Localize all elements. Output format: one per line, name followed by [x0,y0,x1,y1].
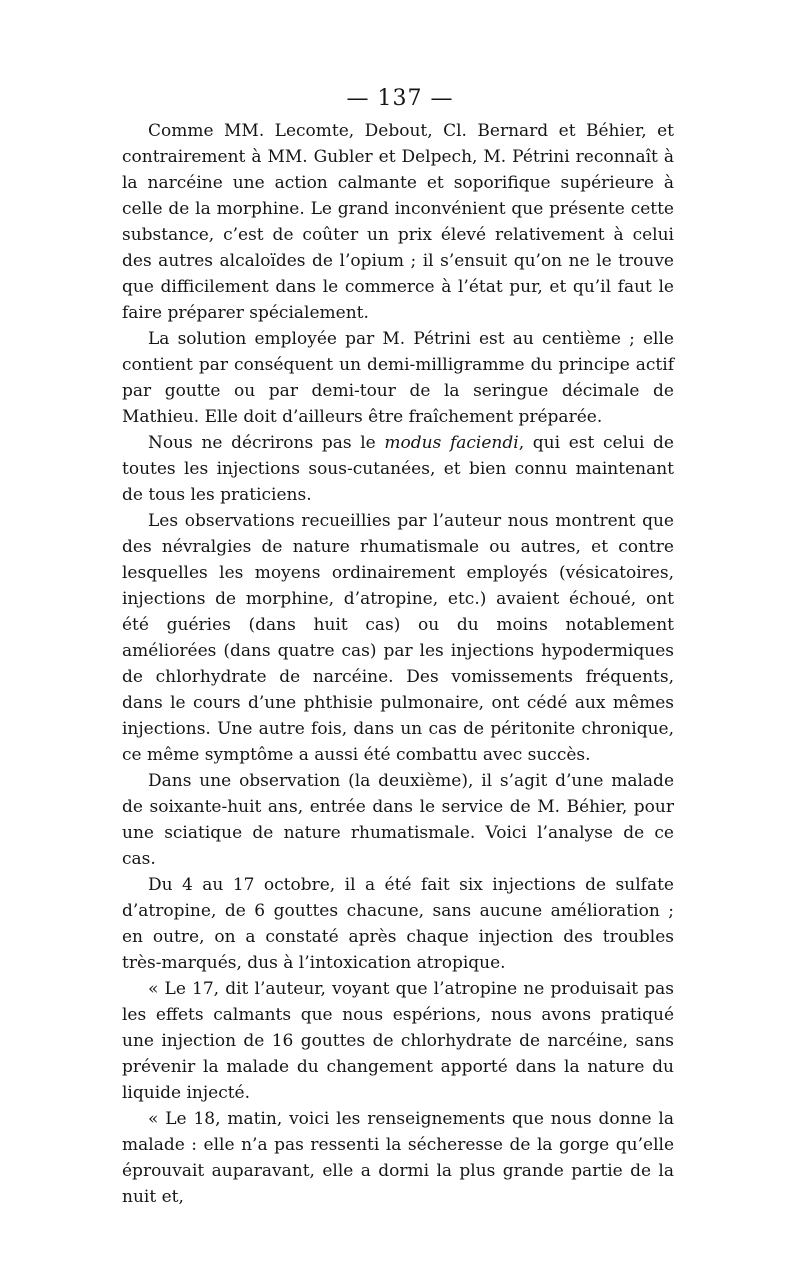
paragraph: Comme MM. Lecomte, Debout, Cl. Bernard et Béhier, et contrairement à MM. Gubler et Delpech, M. Pétrini reconnaît à la narcéine une action calmante et soporifique supérieure à celle de la morphine. Le grand inconvénient que présente cette substance, c’est de coûter un prix élevé relativement à celui des autres alcaloïdes de l’opium ; il s’ensuit qu’on ne le trouve que difficilement dans le commerce à l’état pur, et qu’il faut le faire préparer spécialement. [122,121,674,323]
paragraph: Les observations recueillies par l’auteur nous montrent que des névralgies de nature rhumatismale ou autres, et contre lesquelles les moyens ordinairement employés (vésicatoires, injections de morphine, d’atropine, etc.) avaient échoué, ont été guéries (dans huit cas) ou du moins notablement améliorées (dans quatre cas) par les injections hypodermiques de chlorhydrate de narcéine. Des vomissements fréquents, dans le cours d’une phthisie pulmonaire, ont cédé aux mêmes injections. Une autre fois, dans un cas de péritonite chronique, ce même symptôme a aussi été combattu avec succès. [122,511,674,765]
paragraph: « Le 18, matin, voici les renseignements que nous donne la malade : elle n’a pas ressenti la sécheresse de la gorge qu’elle éprouvait auparavant, elle a dormi la plus grande partie de la nuit et, [122,1109,674,1207]
paragraph-text-after: , qui est celui de toutes les injections sous-cutanées, et bien connu maintenant de tous les praticiens. [122,433,674,505]
page-number: — 137 — [346,86,454,111]
italic-phrase: modus faciendi [384,433,519,453]
paragraph: Du 4 au 17 octobre, il a été fait six injections de sulfate d’atropine, de 6 gouttes chacune, sans aucune amélioration ; en outre, on a constaté après chaque injection des troubles très-marqués, dus à l’intoxication atropique. [122,875,674,973]
body-text [122,118,674,1210]
paragraph-text-before: Nous ne décrirons pas le [148,433,385,453]
paragraph: Dans une observation (la deuxième), il s’agit d’une malade de soixante-huit ans, entrée dans le service de M. Béhier, pour une sciatique de nature rhumatismale. Voici l’analyse de ce cas. [122,771,674,869]
paragraph: « Le 17, dit l’auteur, voyant que l’atropine ne produisait pas les effets calmants que nous espérions, nous avons pratiqué une injection de 16 gouttes de chlorhydrate de narcéine, sans prévenir la malade du changement apporté dans la nature du liquide injecté. [122,979,674,1103]
paragraph: La solution employée par M. Pétrini est au centième ; elle contient par conséquent un demi-milligramme du principe actif par goutte ou par demi-tour de la seringue décimale de Mathieu. Elle doit d’ailleurs être fraîchement préparée. [122,329,674,427]
paragraph [122,430,674,508]
